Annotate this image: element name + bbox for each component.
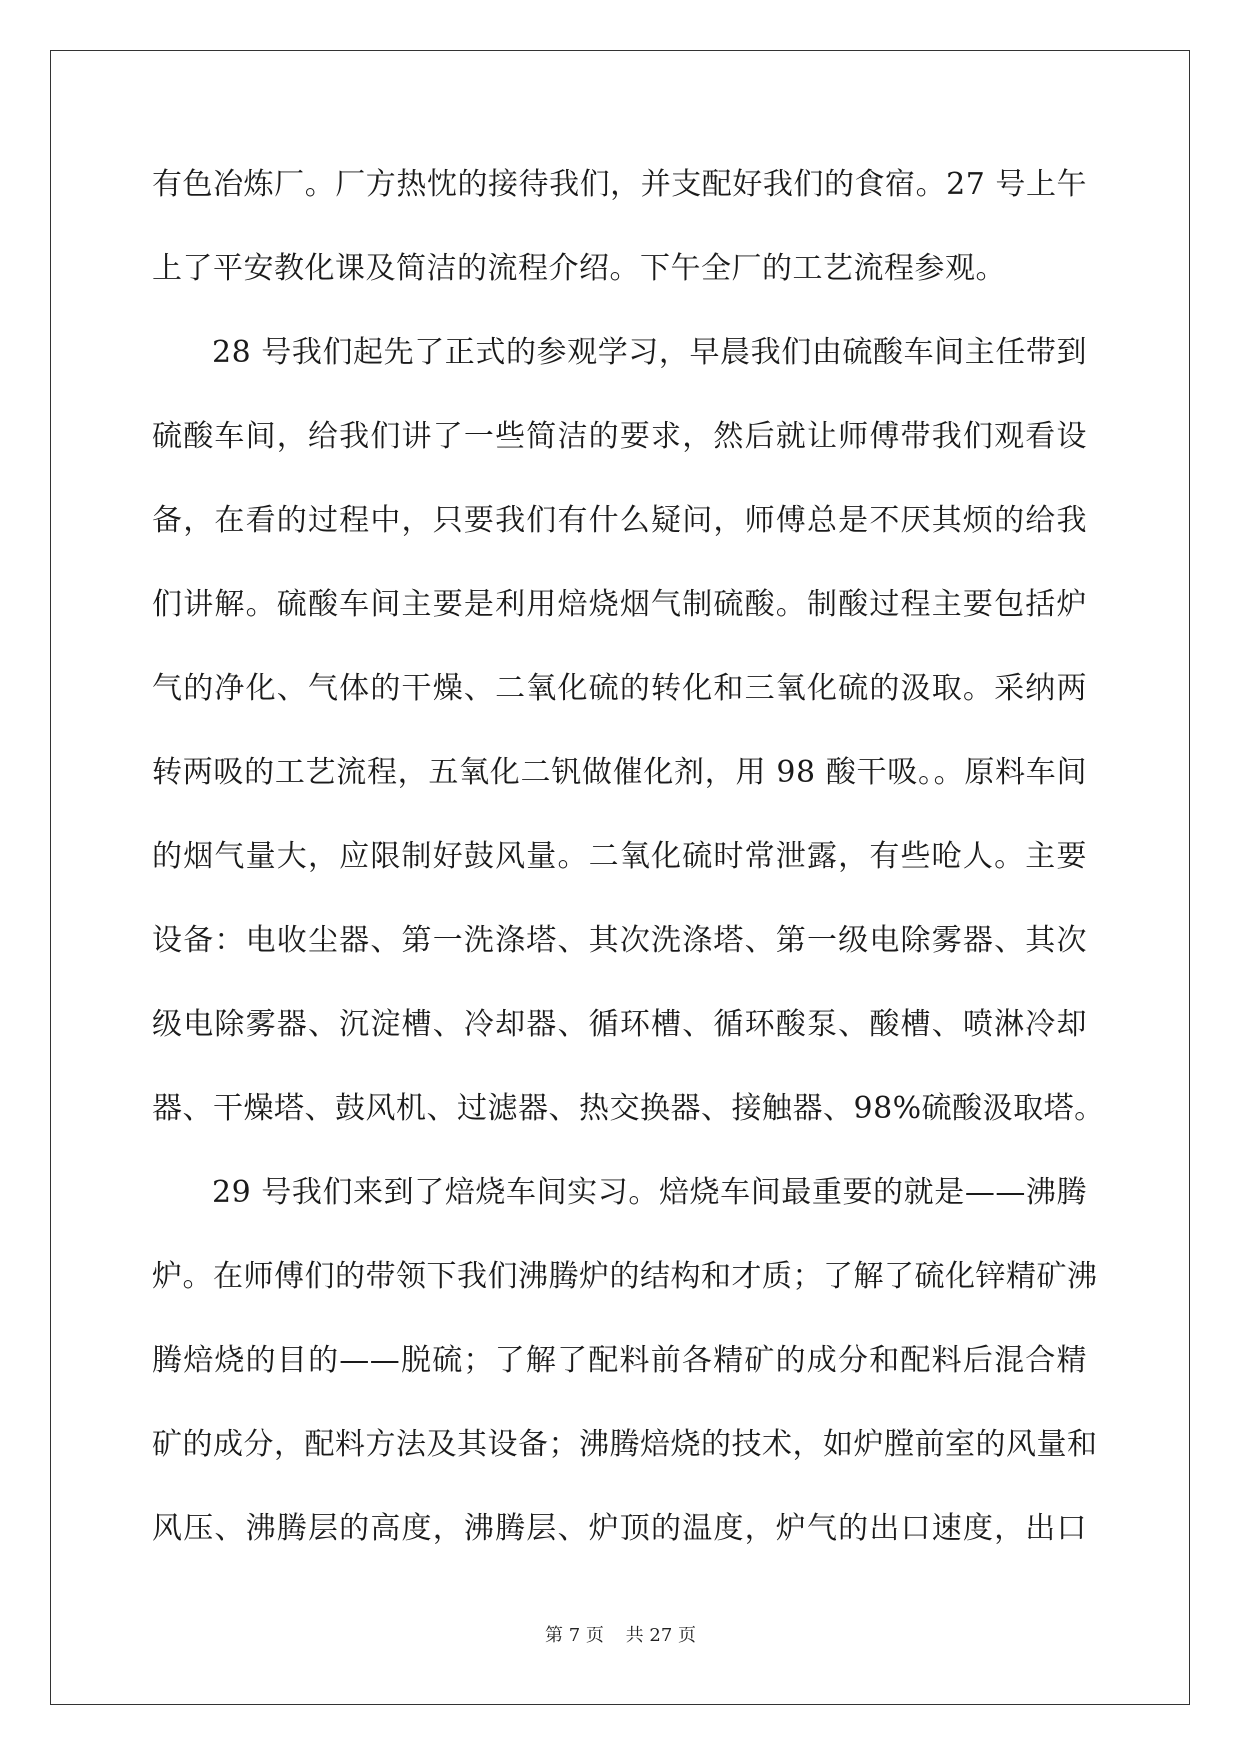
text-line: 器、干燥塔、鼓风机、过滤器、热交换器、接触器、98%硫酸汲取塔。 — [152, 1091, 1105, 1126]
page-total: 共 27 页 — [625, 1625, 696, 1646]
text-line: 有色冶炼厂。厂方热忱的接待我们，并支配好我们的食宿。27 号上午 — [152, 167, 1087, 202]
text-line: 级电除雾器、沉淀槽、冷却器、循环槽、循环酸泵、酸槽、喷淋冷却 — [152, 1007, 1087, 1042]
text-line: 转两吸的工艺流程，五氧化二钒做催化剂，用 98 酸干吸。。原料车间 — [152, 755, 1087, 790]
text-line: 炉。在师傅们的带领下我们沸腾炉的结构和才质；了解了硫化锌精矿沸 — [152, 1259, 1098, 1294]
text-line: 上了平安教化课及简洁的流程介绍。下午全厂的工艺流程参观。 — [152, 251, 1006, 286]
page-number: 第 7 页 — [545, 1625, 604, 1646]
text-line: 28 号我们起先了正式的参观学习，早晨我们由硫酸车间主任带到 — [212, 335, 1087, 370]
text-line: 矿的成分，配料方法及其设备；沸腾焙烧的技术，如炉膛前室的风量和 — [152, 1427, 1098, 1462]
document-body — [152, 163, 1105, 1591]
text-line: 设备：电收尘器、第一洗涤塔、其次洗涤塔、第一级电除雾器、其次 — [152, 923, 1087, 958]
text-line: 29 号我们来到了焙烧车间实习。焙烧车间最重要的就是——沸腾 — [212, 1175, 1087, 1210]
text-line: 风压、沸腾层的高度，沸腾层、炉顶的温度，炉气的出口速度，出口 — [152, 1511, 1087, 1546]
text-line: 硫酸车间，给我们讲了一些简洁的要求，然后就让师傅带我们观看设 — [152, 419, 1087, 454]
text-line: 备，在看的过程中，只要我们有什么疑问，师傅总是不厌其烦的给我 — [152, 503, 1087, 538]
page-footer — [0, 1621, 1241, 1647]
text-line: 的烟气量大，应限制好鼓风量。二氧化硫时常泄露，有些呛人。主要 — [152, 839, 1087, 874]
text-line: 们讲解。硫酸车间主要是利用焙烧烟气制硫酸。制酸过程主要包括炉 — [152, 587, 1087, 622]
text-line: 腾焙烧的目的——脱硫；了解了配料前各精矿的成分和配料后混合精 — [152, 1343, 1087, 1378]
text-line: 气的净化、气体的干燥、二氧化硫的转化和三氧化硫的汲取。采纳两 — [152, 671, 1087, 706]
